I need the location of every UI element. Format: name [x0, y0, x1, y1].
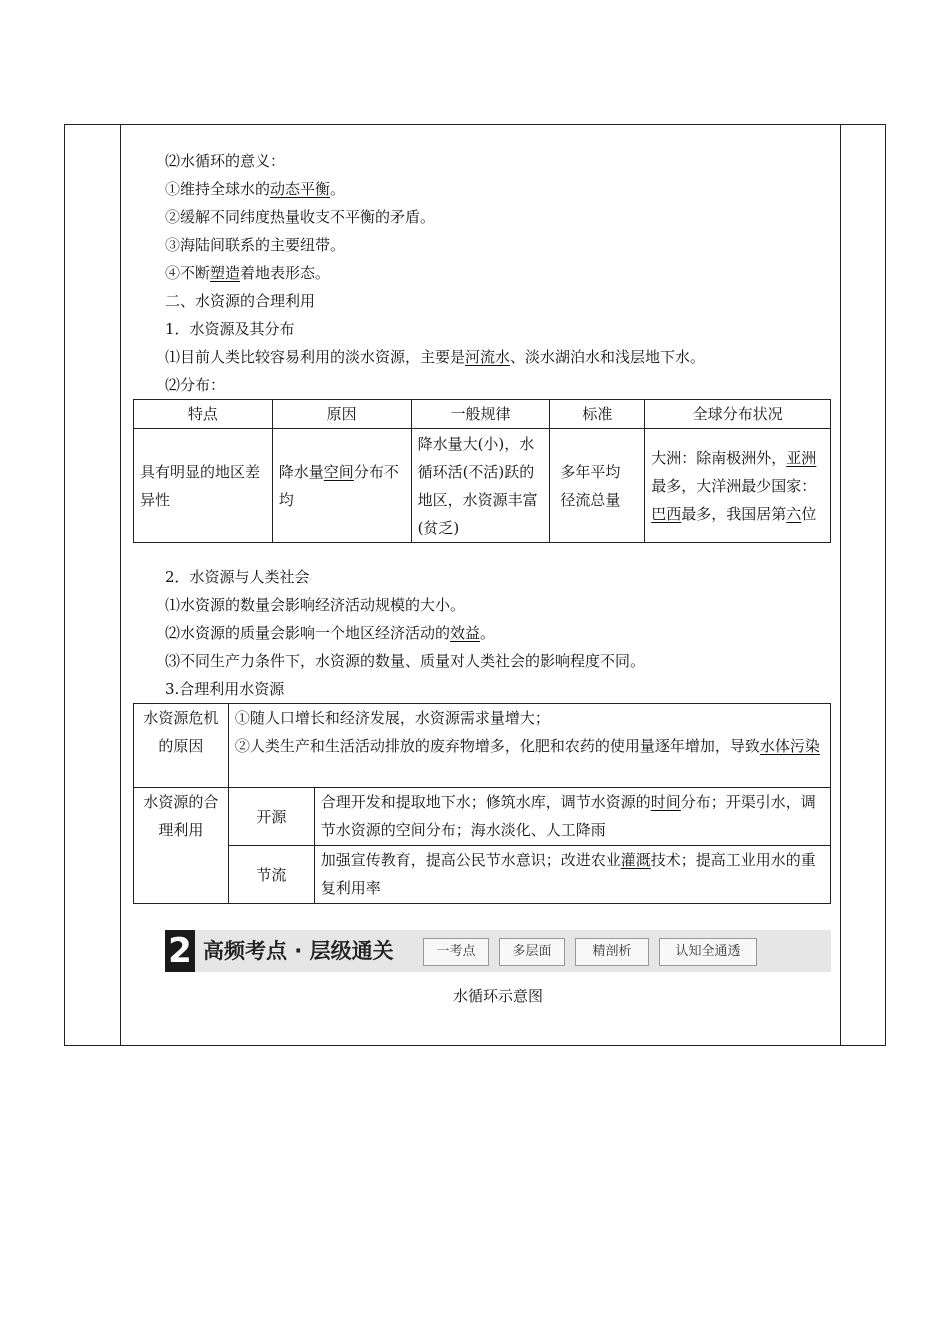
paragraph: ⑶不同生产力条件下，水资源的数量、质量对人类社会的影响程度不同。 [165, 652, 646, 670]
significance-item: ②缓解不同纬度热量收支不平衡的矛盾。 [165, 208, 436, 226]
table-cell: 节流 [228, 846, 314, 904]
banner-tag: 认知全通透 [659, 938, 757, 966]
table-header: 一般规律 [411, 400, 550, 429]
table-cell: ①随人口增长和经济发展，水资源需求量增大； ②人类生产和生活活动排放的废弃物增多，化肥和农药的使用量逐年增加，导致水体污染 [228, 704, 830, 788]
subsection-title: 1．水资源及其分布 [165, 320, 295, 338]
table-row [134, 429, 831, 543]
paragraph: ⑵分布： [165, 376, 226, 394]
banner-tag: 精剖析 [575, 938, 649, 966]
table-header: 标准 [550, 400, 645, 429]
subsection-title: 3.合理利用水资源 [165, 680, 285, 698]
table-cell: 加强宣传教育，提高公民节水意识；改进农业灌溉技术；提高工业用水的重复利用率 [314, 846, 830, 904]
table-cell: 水资源的合理利用 [134, 788, 229, 846]
significance-heading: ⑵水循环的意义： [165, 152, 286, 170]
right-column-divider [840, 125, 841, 1045]
table-cell: 水资源危机的原因 [134, 704, 229, 788]
significance-item: ④不断塑造着地表形态。 [165, 264, 331, 282]
table-cell: 多年平均径流总量 [550, 429, 645, 543]
paragraph: ⑴目前人类比较容易利用的淡水资源，主要是河流水、淡水湖泊水和浅层地下水。 [165, 348, 706, 366]
water-usage-table [133, 703, 831, 904]
significance-item: ①维持全球水的动态平衡。 [165, 180, 346, 198]
paragraph: ⑴水资源的数量会影响经济活动规模的大小。 [165, 596, 466, 614]
banner-number: 2 [165, 930, 195, 972]
table-cell: 合理开发和提取地下水；修筑水库，调节水资源的时间分布；开渠引水，调节水资源的空间分布；海水淡化、人工降雨 [314, 788, 830, 846]
table-cell: 开源 [228, 788, 314, 846]
page-frame [64, 124, 886, 1046]
table-header-row [134, 400, 831, 429]
banner-title: 高频考点 · 层级通关 [203, 939, 394, 963]
paragraph: ⑵水资源的质量会影响一个地区经济活动的效益。 [165, 624, 496, 642]
figure-caption: 水循环示意图 [452, 987, 543, 1005]
table-row [134, 846, 831, 904]
table-header: 原因 [272, 400, 411, 429]
left-column-divider [120, 125, 121, 1045]
content-area [133, 147, 831, 1010]
table-cell [134, 846, 229, 904]
table-cell: 大洲：除南极洲外，亚洲最多，大洋洲最少国家：巴西最多，我国居第六位 [645, 429, 831, 543]
table-cell: 降水量大(小)，水循环活(不活)跃的地区，水资源丰富(贫乏) [411, 429, 550, 543]
table-cell: 降水量空间分布不均 [272, 429, 411, 543]
distribution-table [133, 399, 831, 543]
table-row [134, 704, 831, 788]
table-cell: 具有明显的地区差异性 [134, 429, 273, 543]
significance-item: ③海陆间联系的主要纽带。 [165, 236, 346, 254]
banner-tag: 多层面 [499, 938, 565, 966]
table-row [134, 788, 831, 846]
subsection-title: 2．水资源与人类社会 [165, 568, 310, 586]
section-title: 二、水资源的合理利用 [165, 292, 316, 310]
table-header: 特点 [134, 400, 273, 429]
section-banner [165, 930, 831, 972]
table-header: 全球分布状况 [645, 400, 831, 429]
banner-tag: 一考点 [423, 938, 489, 966]
